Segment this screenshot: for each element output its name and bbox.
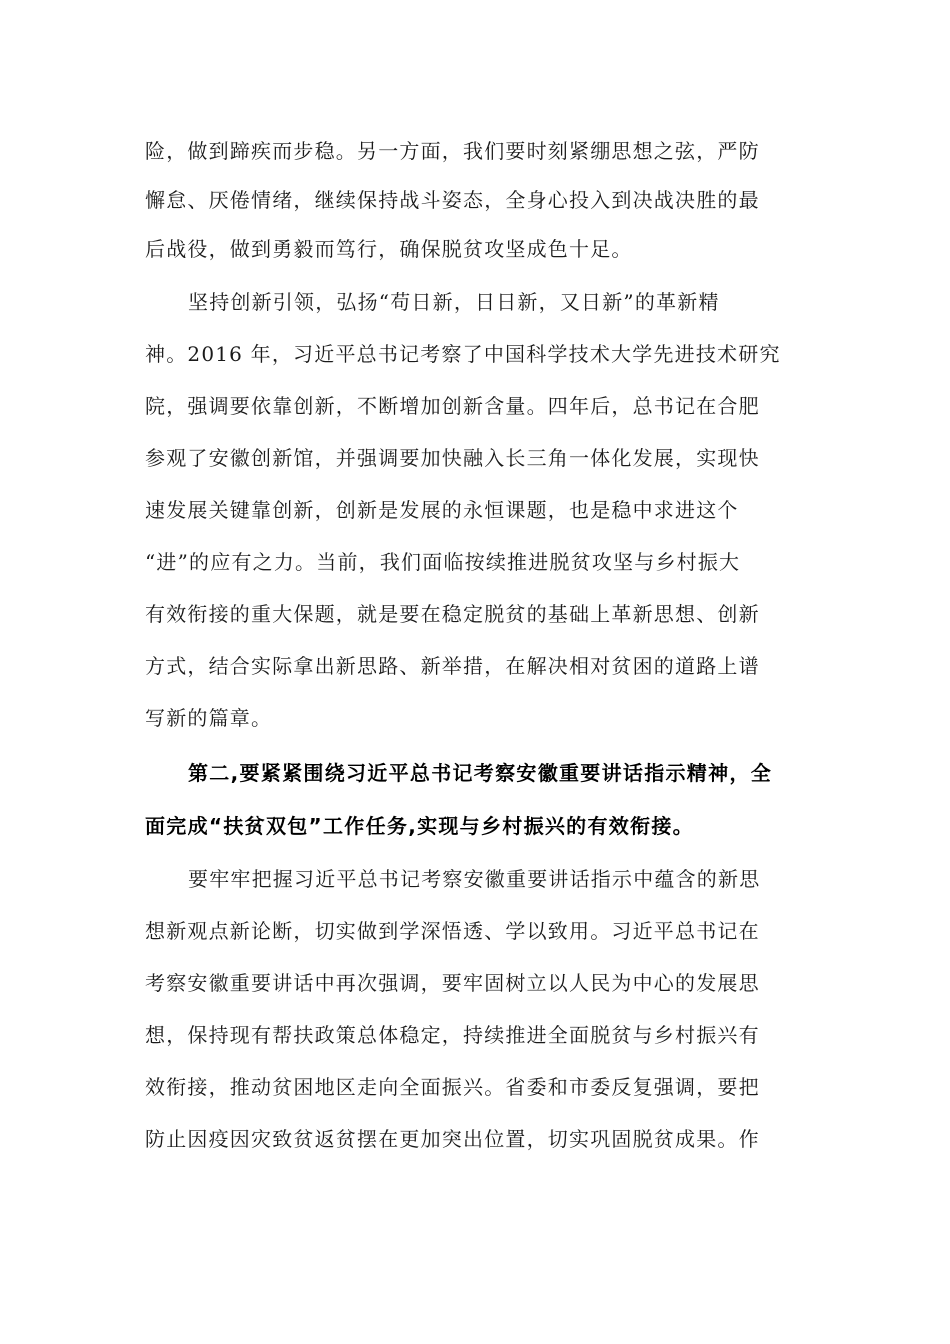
text-line: 要牢牢把握习近平总书记考察安徽重要讲话指示中蕴含的新思 bbox=[188, 867, 761, 891]
text-line: 参观了安徽创新馆，并强调要加快融入长三角一体化发展，实现快 bbox=[145, 446, 760, 470]
text-line: 速发展关键靠创新，创新是发展的永恒课题，也是稳中求进这个 bbox=[145, 498, 739, 522]
text-line: 想新观点新论断，切实做到学深悟透、学以致用。习近平总书记在 bbox=[145, 919, 760, 943]
text-line: 写新的篇章。 bbox=[145, 706, 273, 730]
text-line: 想，保持现有帮扶政策总体稳定，持续推进全面脱贫与乡村振兴有 bbox=[145, 1023, 760, 1047]
text-line: 神。2016 年，习近平总书记考察了中国科学技术大学先进技术研究 bbox=[145, 342, 781, 366]
text-line: 效衔接，推动贫困地区走向全面振兴。省委和市委反复强调，要把 bbox=[145, 1075, 760, 1099]
text-line: “进”的应有之力。当前，我们面临按续推进脱贫攻坚与乡村振大 bbox=[145, 550, 741, 574]
text-line: 险，做到蹄疾而步稳。另一方面，我们要时刻紧绷思想之弦，严防 bbox=[145, 139, 760, 163]
text-line: 考察安徽重要讲话中再次强调，要牢固树立以人民为中心的发展思 bbox=[145, 971, 760, 995]
text-line: 坚持创新引领，弘扬“苟日新，日日新，又日新”的革新精 bbox=[188, 290, 720, 314]
heading-line: 面完成“扶贫双包”工作任务,实现与乡村振兴的有效衔接。 bbox=[145, 814, 694, 838]
text-line: 懈怠、厌倦情绪，继续保持战斗姿态，全身心投入到决战决胜的最 bbox=[145, 188, 760, 212]
heading-line: 第二,要紧紧围绕习近平总书记考察安徽重要讲话指示精神，全 bbox=[188, 761, 772, 785]
text-line: 后战役，做到勇毅而笃行，确保脱贫攻坚成色十足。 bbox=[145, 237, 633, 261]
text-line: 防止因疫因灾致贫返贫摆在更加突出位置，切实巩固脱贫成果。作 bbox=[145, 1127, 760, 1151]
text-line: 方式，结合实际拿出新思路、新举措，在解决相对贫困的道路上谱 bbox=[145, 654, 760, 678]
text-line: 有效衔接的重大保题，就是要在稳定脱贫的基础上革新思想、创新 bbox=[145, 602, 760, 626]
text-line: 院，强调要依靠创新，不断增加创新含量。四年后，总书记在合肥 bbox=[145, 394, 760, 418]
